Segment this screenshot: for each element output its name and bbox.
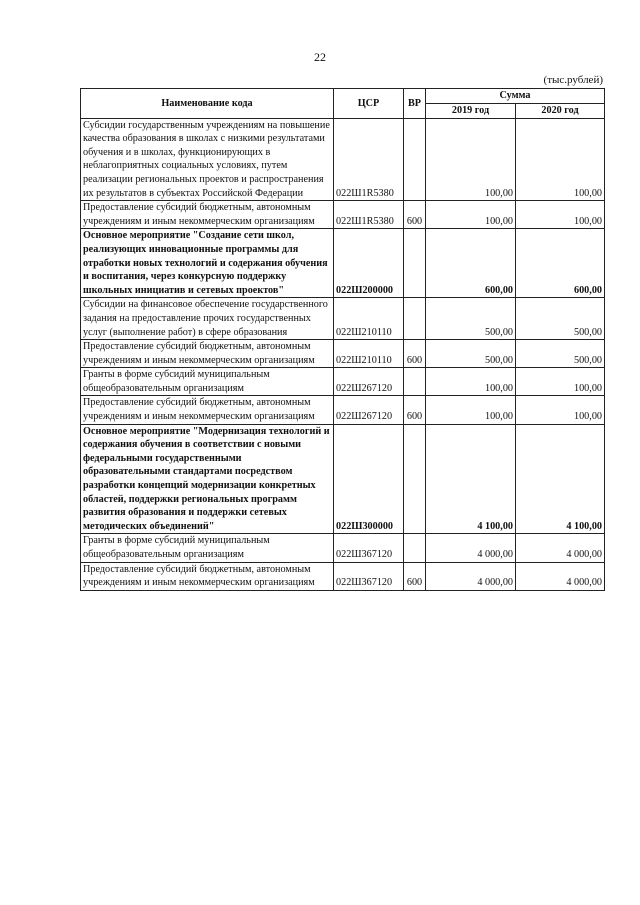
row-vr — [404, 368, 426, 396]
row-2019: 600,00 — [426, 229, 516, 298]
units-label: (тыс.рублей) — [543, 74, 603, 86]
row-name: Субсидии на финансовое обеспечение государственного задания на предоставление прочих государственных услуг (выполнение работ) в сфере образования — [81, 298, 334, 340]
row-2019: 500,00 — [426, 298, 516, 340]
row-name: Основное мероприятие "Модернизация технологий и содержания обучения в соответствии с новыми федеральными государственными образовательными стандартами посредством разработки концепций модернизации конкретных областей, поддержки региональных программ развития образования и поддержки сетевых методических объединений" — [81, 424, 334, 534]
row-2019: 100,00 — [426, 201, 516, 229]
table-row — [81, 201, 605, 229]
row-vr — [404, 534, 426, 562]
row-csr: 022Ш367120 — [334, 534, 404, 562]
row-csr: 022Ш267120 — [334, 396, 404, 424]
row-2020: 100,00 — [516, 201, 605, 229]
row-name: Предоставление субсидий бюджетным, автономным учреждениям и иным некоммерческим организациям — [81, 340, 334, 368]
row-vr — [404, 298, 426, 340]
row-csr: 022Ш210110 — [334, 340, 404, 368]
table-row — [81, 340, 605, 368]
table-row — [81, 534, 605, 562]
row-name: Гранты в форме субсидий муниципальным общеобразовательным организациям — [81, 534, 334, 562]
row-2019: 100,00 — [426, 368, 516, 396]
row-2020: 100,00 — [516, 118, 605, 201]
row-name: Предоставление субсидий бюджетным, автономным учреждениям и иным некоммерческим организациям — [81, 396, 334, 424]
row-2020: 600,00 — [516, 229, 605, 298]
header-name: Наименование кода — [81, 89, 334, 119]
row-csr: 022Ш300000 — [334, 424, 404, 534]
header-year-2019: 2019 год — [426, 103, 516, 118]
header-vr: ВР — [404, 89, 426, 119]
header-year-2020: 2020 год — [516, 103, 605, 118]
row-name: Гранты в форме субсидий муниципальным общеобразовательным организациям — [81, 368, 334, 396]
row-csr: 022Ш1R5380 — [334, 201, 404, 229]
row-2019: 4 100,00 — [426, 424, 516, 534]
row-2020: 500,00 — [516, 340, 605, 368]
row-csr: 022Ш367120 — [334, 562, 404, 590]
table-row — [81, 298, 605, 340]
table-row — [81, 368, 605, 396]
page-number: 22 — [314, 50, 326, 64]
row-2020: 100,00 — [516, 368, 605, 396]
row-2020: 4 100,00 — [516, 424, 605, 534]
table-row — [81, 229, 605, 298]
row-csr: 022Ш267120 — [334, 368, 404, 396]
row-2020: 500,00 — [516, 298, 605, 340]
row-name: Субсидии государственным учреждениям на повышение качества образования в школах с низкими результатами обучения и в школах, функционирующих в неблагоприятных социальных условиях, путем реализации региональных проектов и распространения их результатов в субъектах Российской Федерации — [81, 118, 334, 201]
row-2019: 500,00 — [426, 340, 516, 368]
header-sum: Сумма — [426, 89, 605, 104]
table-body — [81, 118, 605, 590]
row-name: Предоставление субсидий бюджетным, автономным учреждениям и иным некоммерческим организациям — [81, 562, 334, 590]
row-2019: 100,00 — [426, 118, 516, 201]
row-2019: 100,00 — [426, 396, 516, 424]
row-2020: 100,00 — [516, 396, 605, 424]
header-csr: ЦСР — [334, 89, 404, 119]
table-row — [81, 562, 605, 590]
row-name: Основное мероприятие "Создание сети школ, реализующих инновационные программы для отработки новых технологий и содержания обучения и воспитания, через конкурсную поддержку школьных инициатив и сетевых проектов" — [81, 229, 334, 298]
row-vr — [404, 424, 426, 534]
row-csr: 022Ш210110 — [334, 298, 404, 340]
table-row — [81, 424, 605, 534]
row-name: Предоставление субсидий бюджетным, автономным учреждениям и иным некоммерческим организациям — [81, 201, 334, 229]
budget-table — [80, 88, 605, 591]
row-csr: 022Ш200000 — [334, 229, 404, 298]
table-row — [81, 396, 605, 424]
row-vr: 600 — [404, 201, 426, 229]
row-vr — [404, 118, 426, 201]
row-2019: 4 000,00 — [426, 534, 516, 562]
row-vr: 600 — [404, 562, 426, 590]
row-2020: 4 000,00 — [516, 562, 605, 590]
row-csr: 022Ш1R5380 — [334, 118, 404, 201]
row-2020: 4 000,00 — [516, 534, 605, 562]
row-vr — [404, 229, 426, 298]
table-row — [81, 118, 605, 201]
row-vr: 600 — [404, 396, 426, 424]
row-2019: 4 000,00 — [426, 562, 516, 590]
row-vr: 600 — [404, 340, 426, 368]
